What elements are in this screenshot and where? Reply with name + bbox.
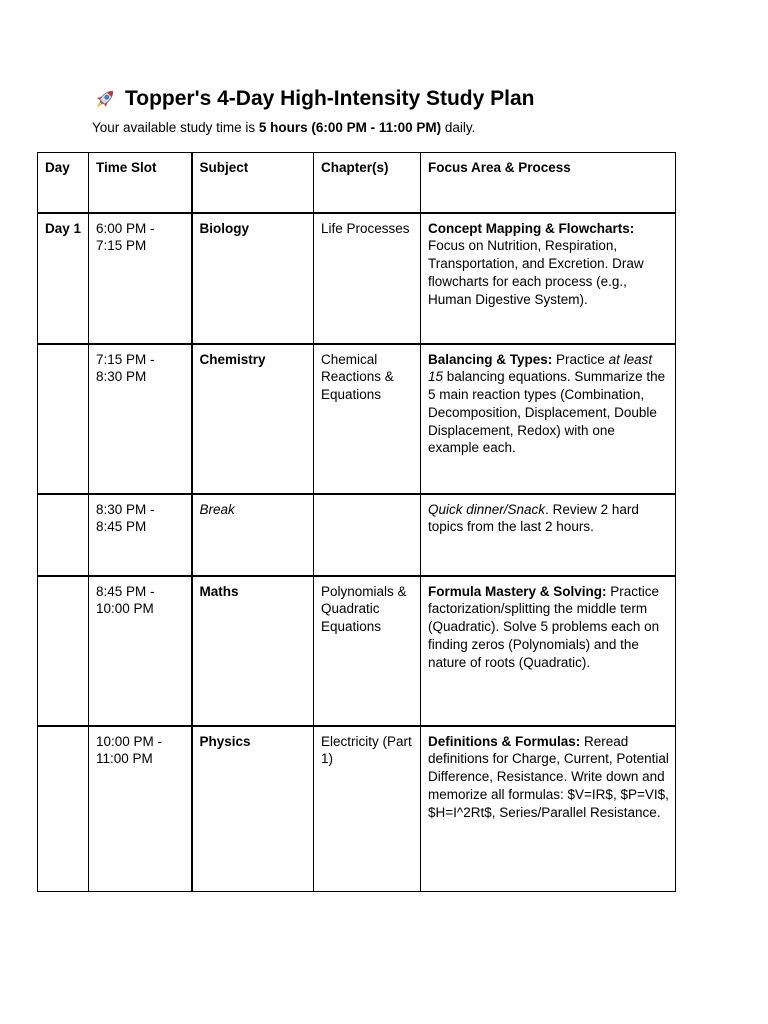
subtitle-prefix: Your available study time is bbox=[92, 120, 259, 135]
focus-text: . Review 2 hard topics from the last 2 hours. bbox=[428, 501, 639, 535]
header-time-slot: Time Slot bbox=[89, 153, 192, 213]
header-focus-area: Focus Area & Process bbox=[421, 153, 676, 213]
chapter-cell: Life Processes bbox=[314, 213, 421, 344]
focus-heading: Balancing & Types: bbox=[428, 351, 553, 367]
header-subject: Subject bbox=[192, 153, 314, 213]
focus-heading: Concept Mapping & Flowcharts: bbox=[428, 220, 635, 236]
study-plan-table bbox=[37, 152, 676, 892]
header-chapters: Chapter(s) bbox=[314, 153, 421, 213]
focus-cell bbox=[421, 726, 676, 892]
study-time-note bbox=[92, 120, 475, 135]
day-cell bbox=[38, 344, 89, 494]
rocket-icon bbox=[92, 86, 118, 112]
table-header-row bbox=[38, 153, 676, 213]
focus-text: Practice factorization/splitting the middle term (Quadratic). Solve 5 problems each on finding zeros (Polynomials) and the nature of roots (Quadratic). bbox=[428, 583, 660, 670]
table-row bbox=[38, 576, 676, 726]
focus-cell bbox=[421, 213, 676, 344]
day-cell bbox=[38, 494, 89, 576]
focus-text: balancing equations. Summarize the 5 main reaction types (Combination, Decomposition, Displacement, Double Displacement, Redox) with one example each. bbox=[428, 369, 666, 456]
time-slot-cell: 8:30 PM - 8:45 PM bbox=[89, 494, 192, 576]
time-slot-cell: 8:45 PM - 10:00 PM bbox=[89, 576, 192, 726]
time-slot-cell: 6:00 PM - 7:15 PM bbox=[89, 213, 192, 344]
header-day: Day bbox=[38, 153, 89, 213]
subtitle-suffix: daily. bbox=[441, 120, 476, 135]
day-cell bbox=[38, 576, 89, 726]
study-time-hours: 5 hours (6:00 PM - 11:00 PM) bbox=[258, 120, 442, 135]
table-row bbox=[38, 494, 676, 576]
focus-text: Practice bbox=[552, 351, 609, 367]
page-title bbox=[92, 86, 535, 112]
time-slot-cell: 10:00 PM - 11:00 PM bbox=[89, 726, 192, 892]
focus-cell bbox=[421, 494, 676, 576]
table-row bbox=[38, 726, 676, 892]
day-cell bbox=[38, 726, 89, 892]
chapter-cell: Chemical Reactions & Equations bbox=[314, 344, 421, 494]
title-text: Topper's 4-Day High-Intensity Study Plan bbox=[125, 87, 535, 110]
focus-emphasis: at least 15 bbox=[428, 351, 653, 385]
table-row bbox=[38, 213, 676, 344]
subject-cell: Biology bbox=[192, 213, 314, 344]
subject-cell: Maths bbox=[192, 576, 314, 726]
day-cell: Day 1 bbox=[38, 213, 89, 344]
focus-text: Focus on Nutrition, Respiration, Transportation, and Excretion. Draw flowcharts for each process (e.g., Human Digestive System). bbox=[428, 238, 644, 307]
focus-cell bbox=[421, 344, 676, 494]
focus-text: Reread definitions for Charge, Current, Potential Difference, Resistance. Write down and memorize all formulas: $V=IR$, $P=VI$, $H=I^2Rt$, Series/Parallel Resistance. bbox=[428, 733, 669, 820]
focus-heading: Formula Mastery & Solving: bbox=[428, 583, 607, 599]
table-row bbox=[38, 344, 676, 494]
focus-heading: Definitions & Formulas: bbox=[428, 733, 581, 749]
time-slot-cell: 7:15 PM - 8:30 PM bbox=[89, 344, 192, 494]
chapter-cell bbox=[314, 494, 421, 576]
focus-cell bbox=[421, 576, 676, 726]
chapter-cell: Polynomials & Quadratic Equations bbox=[314, 576, 421, 726]
subject-cell: Break bbox=[192, 494, 314, 576]
focus-emphasis: Quick dinner/Snack bbox=[428, 501, 546, 517]
subject-cell: Physics bbox=[192, 726, 314, 892]
subject-cell: Chemistry bbox=[192, 344, 314, 494]
chapter-cell: Electricity (Part 1) bbox=[314, 726, 421, 892]
